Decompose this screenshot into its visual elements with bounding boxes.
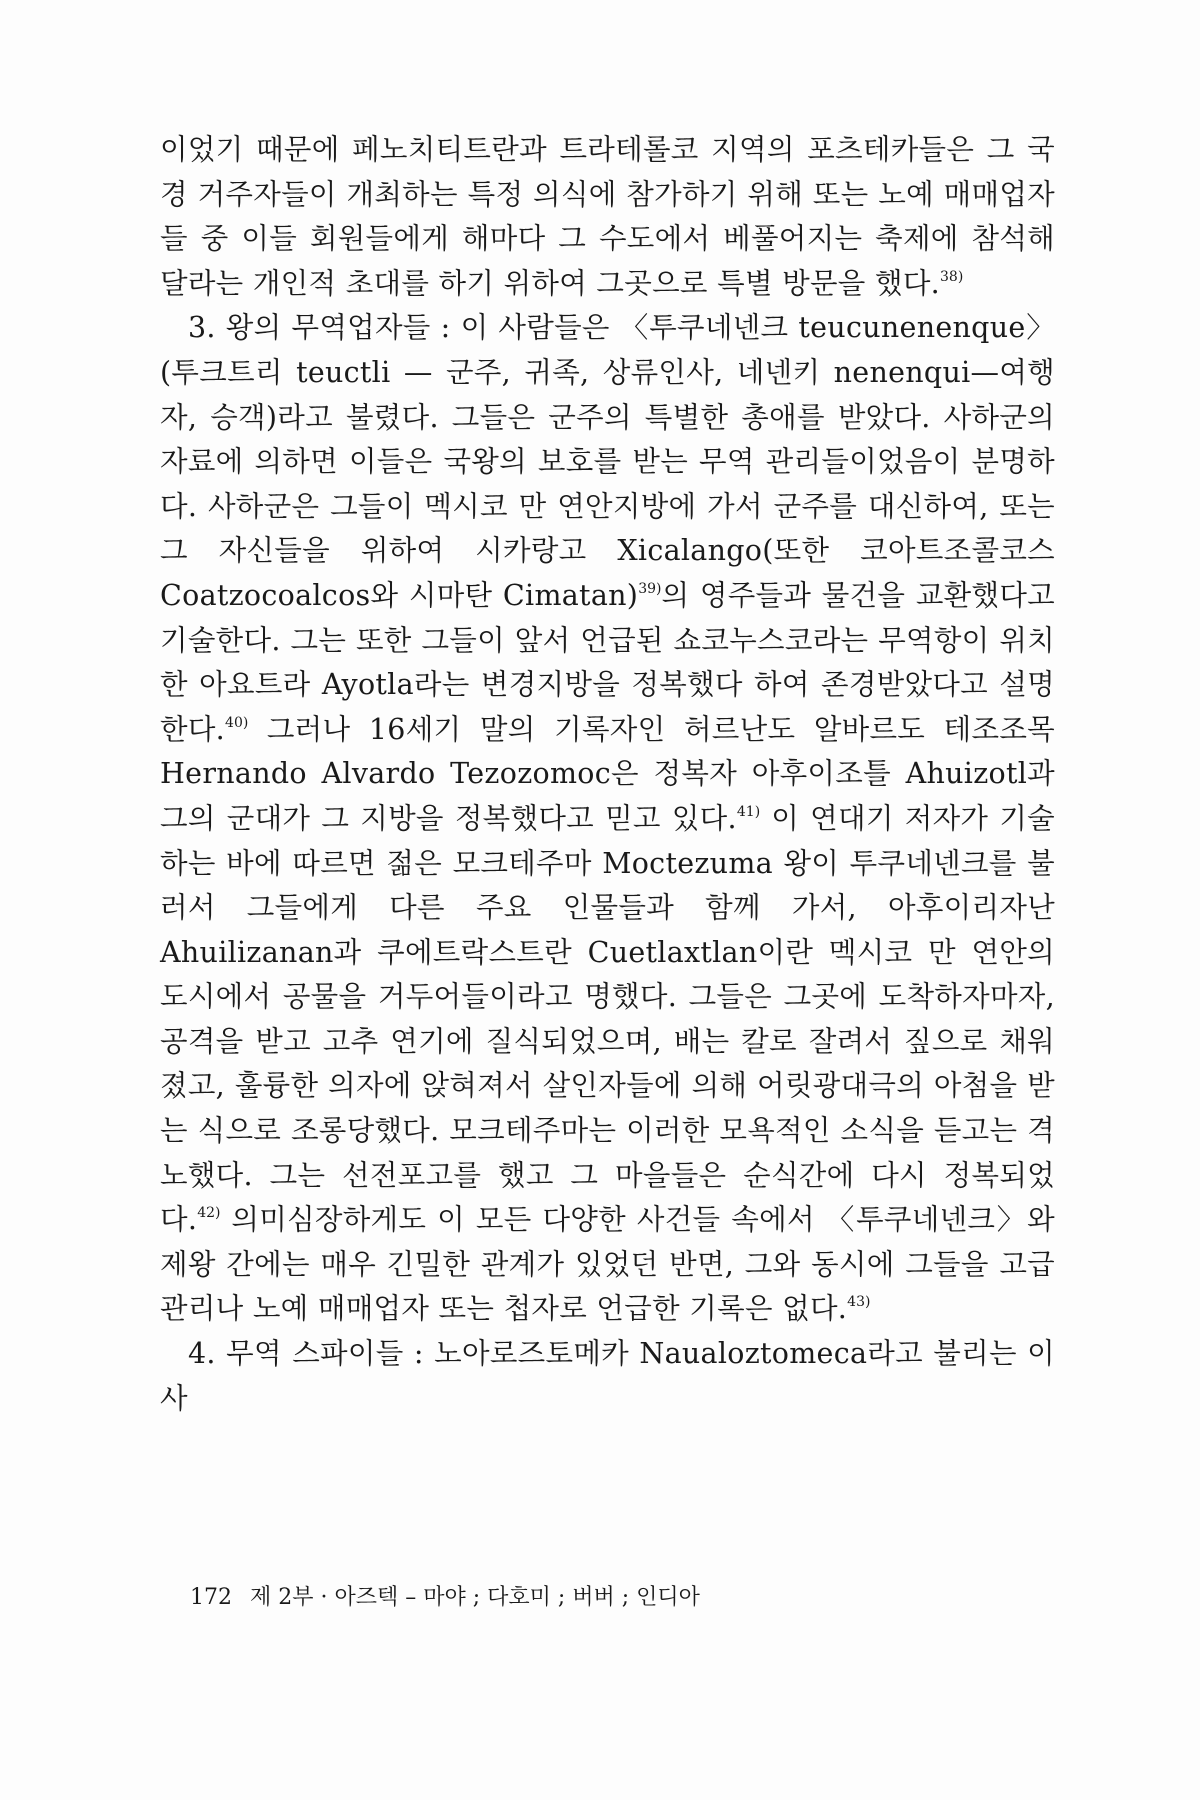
text-run: 3. 왕의 무역업자들 : 이 사람들은 〈투쿠네넨크 teucunenenque〉(투크트리 teuctli — 군주, 귀족, 상류인사, 네넨키 nenenqui—여행자, 승객)라고 불렸다. 그들은 군주의 특별한 총애를 받았다. 사하군의 자료에 의하면 이들은 국왕의 보호를 받는 무역 관리들이었음이 분명하다. 사하군은 그들이 멕시코 만 연안지방에 가서 군주를 대신하여, 또는 그 자신들을 위하여 시카랑고 Xicalango(또한 코아트조콜코스 Coatzocoalcos와 시마탄 Cimatan) <box>160 311 1055 612</box>
text-run: 그러나 16세기 말의 기록자인 허르난도 알바르도 테조조목 Hernando Alvardo Tezozomoc은 정복자 아후이조틀 Ahuizotl과 그의 군대가 그 지방을 정복했다고 믿고 있다. <box>160 712 1055 835</box>
footnote-marker: 41) <box>736 803 761 820</box>
footnote-marker: 40) <box>225 714 249 731</box>
paragraph <box>160 306 1055 1332</box>
body-text <box>160 128 1055 1421</box>
text-run: 이었기 때문에 페노치티트란과 트라테롤코 지역의 포츠테카들은 그 국경 거주자들이 개최하는 특정 의식에 참가하기 위해 또는 노예 매매업자들 중 이들 회원들에게 해마다 그 수도에서 베풀어지는 축제에 참석해 달라는 개인적 초대를 하기 위하여 그곳으로 특별 방문을 했다. <box>160 133 1055 300</box>
page-number: 172 <box>190 1585 232 1610</box>
page-footer <box>190 1580 700 1611</box>
paragraph <box>160 1332 1055 1421</box>
running-head: 제 2부 · 아즈텍 – 마야 ; 다호미 ; 버버 ; 인디아 <box>250 1585 700 1610</box>
text-run: 4. 무역 스파이들 : 노아로즈토메카 Naualoztomeca라고 불리는 이 사 <box>160 1337 1055 1415</box>
footnote-marker: 42) <box>197 1205 221 1222</box>
footnote-marker: 38) <box>940 268 964 285</box>
text-run: 의미심장하게도 이 모든 다양한 사건들 속에서 〈투쿠네넨크〉와 제왕 간에는 매우 긴밀한 관계가 있었던 반면, 그와 동시에 그들을 고급관리나 노예 매매업자 또는 첩자로 언급한 기록은 없다. <box>160 1203 1055 1326</box>
footnote-marker: 39) <box>638 580 662 597</box>
text-run: 이 연대기 저자가 기술하는 바에 따르면 젊은 모크테주마 Moctezuma 왕이 투쿠네넨크를 불러서 그들에게 다른 주요 인물들과 함께 가서, 아후이리자난 Ahuilizanan과 쿠에트락스트란 Cuetlaxtlan이란 멕시코 만 연안의 도시에서 공물을 거두어들이라고 명했다. 그들은 그곳에 도착하자마자, 공격을 받고 고추 연기에 질식되었으며, 배는 칼로 잘려서 짚으로 채워졌고, 훌륭한 의자에 앉혀져서 살인자들에 의해 어릿광대극의 아첨을 받는 식으로 조롱당했다. 모크테주마는 이러한 모욕적인 소식을 듣고는 격노했다. 그는 선전포고를 했고 그 마을들은 순식간에 다시 정복되었다. <box>160 801 1055 1237</box>
footnote-marker: 43) <box>847 1294 871 1311</box>
paragraph <box>160 128 1055 306</box>
text-run: 의 영주들과 물건을 교환했다고 기술한다. 그는 또한 그들이 앞서 언급된 쇼코누스코라는 무역항이 위치한 아요트라 Ayotla라는 변경지방을 정복했다 하여 존경받았다고 설명한다. <box>160 578 1055 746</box>
